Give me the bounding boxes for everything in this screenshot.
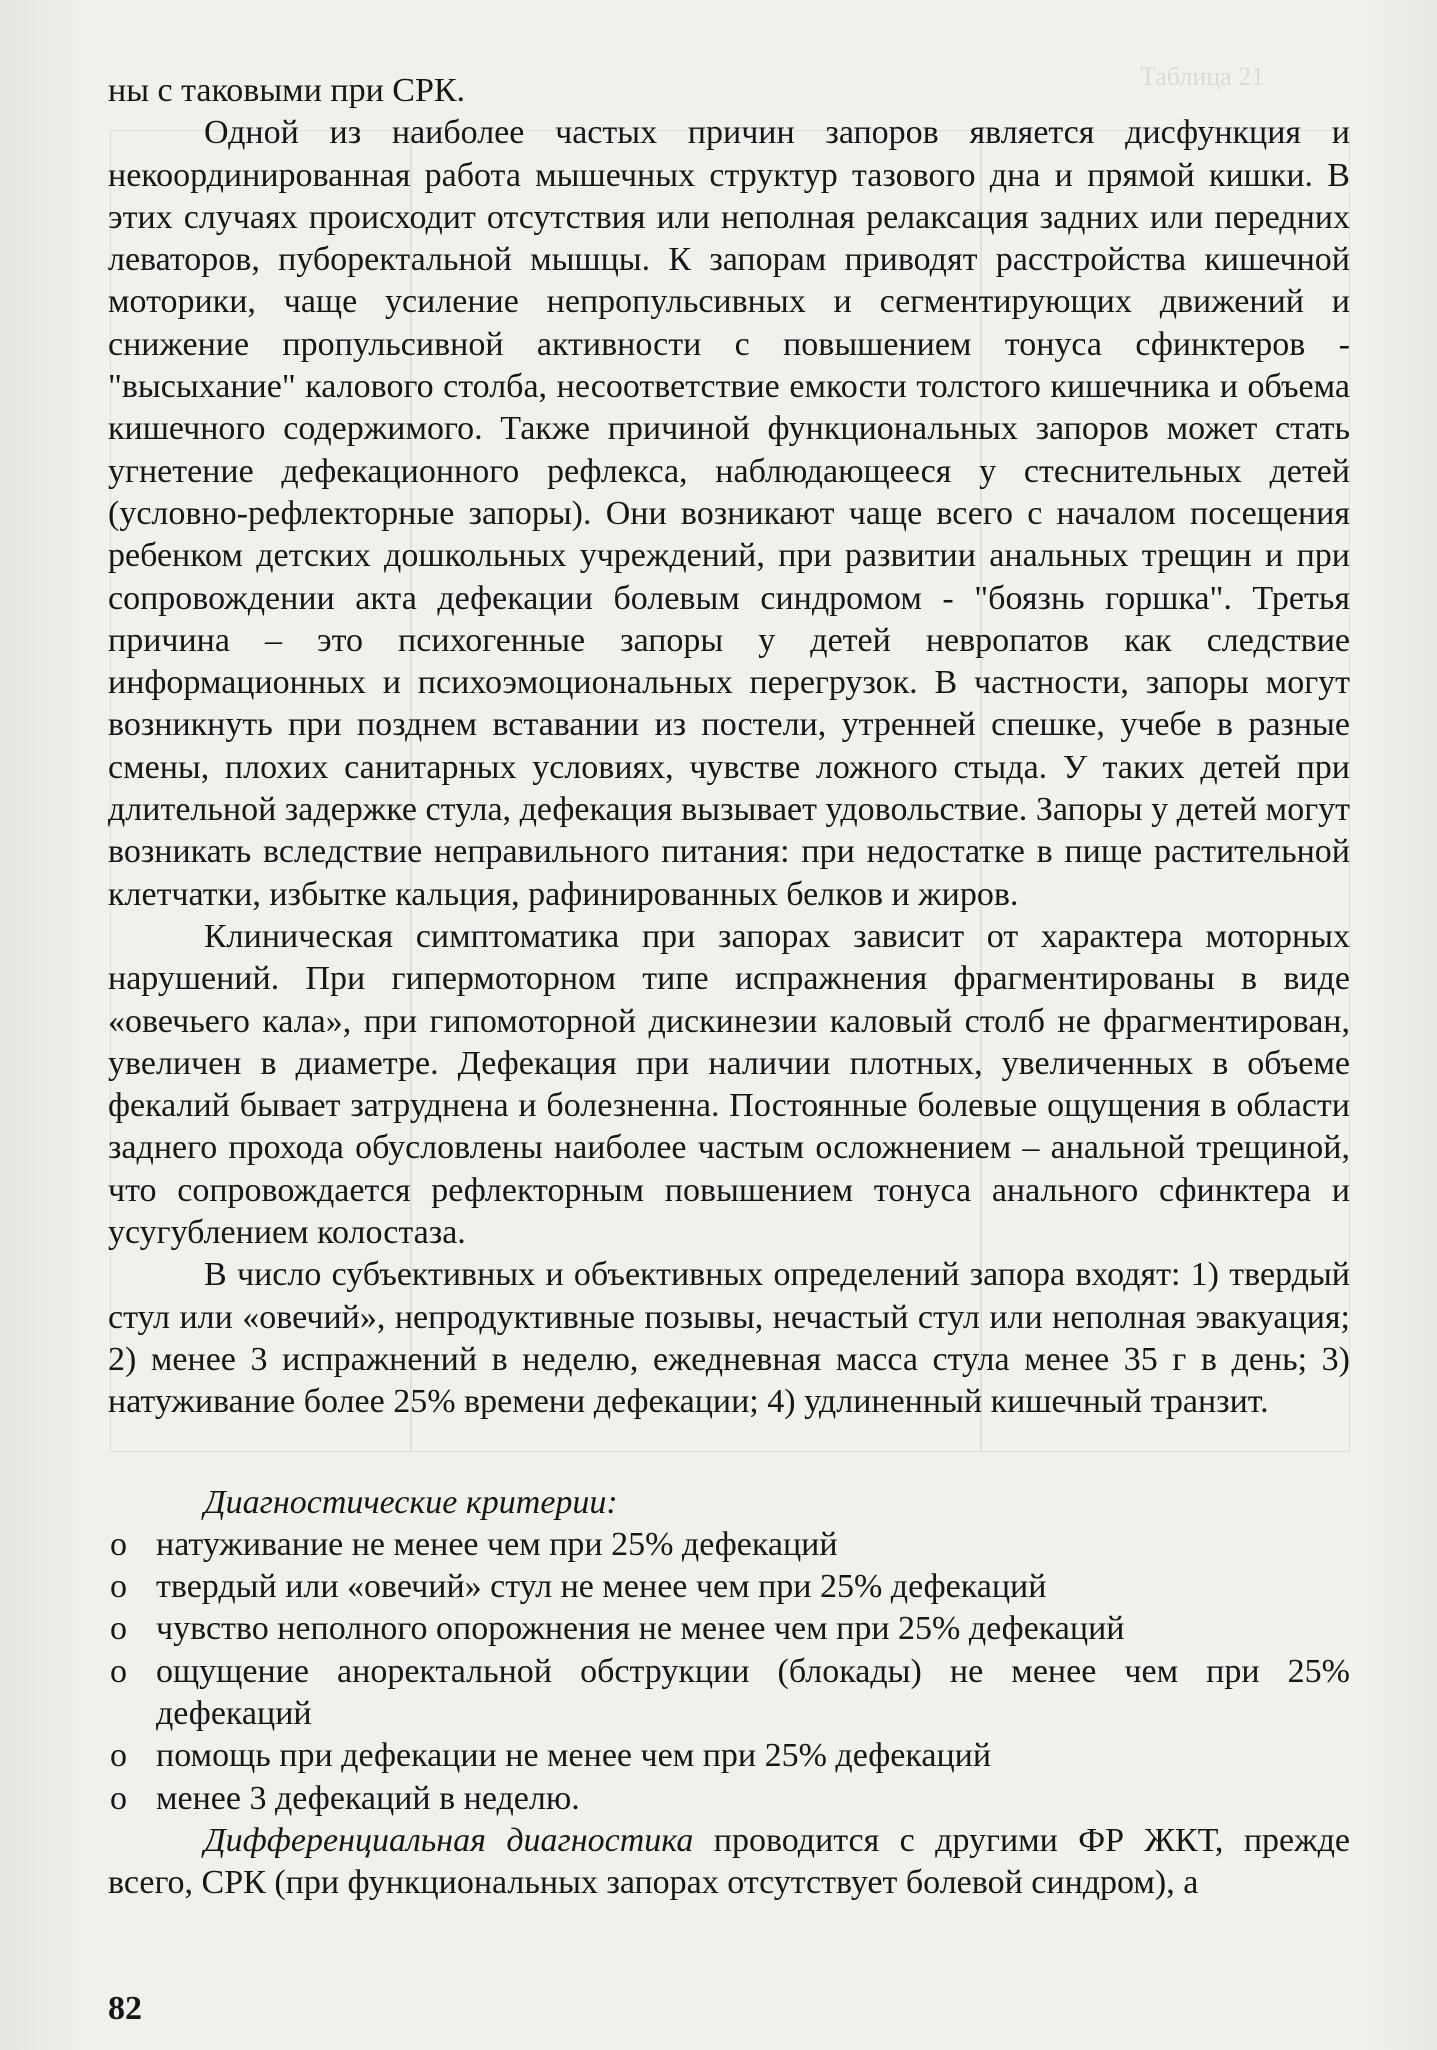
page-number: 82: [108, 1990, 142, 2027]
differential-term: Дифференциальная диагностика: [204, 1821, 694, 1859]
criteria-item: [108, 1524, 1350, 1566]
criteria-item: [108, 1778, 1350, 1820]
paragraph-differential: [108, 1820, 1350, 1905]
paragraph-continuation: ны с таковыми при СРК.: [108, 72, 466, 109]
criteria-heading: Диагностические критерии:: [204, 1483, 618, 1521]
circle-bullet-icon: o: [110, 1779, 127, 1817]
criteria-item-text: менее 3 дефекаций в неделю.: [156, 1779, 580, 1817]
criteria-item-text: ощущение аноректальной обструкции (блокады) не менее чем при 25% дефекаций: [156, 1652, 1350, 1732]
criteria-item-text: твердый или «овечий» стул не менее чем при 25% дефекаций: [156, 1568, 1047, 1606]
criteria-item: [108, 1566, 1350, 1608]
differential-text: проводится с другими ФР ЖКТ, прежде всего, СРК (при функциональных запорах отсутствует болевой синдром), а: [108, 1821, 1350, 1902]
paragraph-clinical: Клиническая симптоматика при запорах зависит от характера моторных нарушений. При гипермоторном типе испражнения фрагментированы в виде «овечьего кала», при гипомоторной дискинезии каловый столб не фрагментирован, увеличен в диаметре. Дефекация при наличии плотных, увеличенных в объеме фекалий бывает затруднена и болезненна. Постоянные болевые ощущения в области заднего прохода обусловлены наиболее частым осложнением – анальной трещиной, что сопровождается рефлекторным повышением тонуса анального сфинктера и усугублением колостаза.: [108, 917, 1350, 1252]
section-gap: [108, 1424, 1350, 1482]
bleed-through-header: Таблица 21: [1140, 62, 1265, 91]
criteria-item: [108, 1651, 1350, 1736]
circle-bullet-icon: o: [110, 1737, 127, 1775]
paragraph-causes: Одной из наиболее частых причин запоров является дисфункция и некоординированная работа мышечных структур тазового дна и прямой кишки. В этих случаях происходит отсутствия или неполная релаксация задних или передних леваторов, пуборектальной мышцы. К запорам приводят расстройства кишечной моторики, чаще усиление непропульсивных и сегментирующих движений и снижение пропульсивной активности с повышением тонуса сфинктеров - "высыхание" калового столба, несоответствие емкости толстого кишечника и объема кишечного содержимого. Также причиной функциональных запоров может стать угнетение дефекационного рефлекса, наблюдающееся у стеснительных детей (условно-рефлекторные запоры). Они возникают чаще всего с началом посещения ребенком детских дошкольных учреждений, при развитии анальных трещин и при сопровождении акта дефекации болевым синдромом - "боязнь горшка". Третья причина – это психогенные запоры у детей невропатов как следствие информационных и психоэмоциональных перегрузок. В частности, запоры могут возникнуть при позднем вставании из постели, утренней спешке, учебе в разные смены, плохих санитарных условиях, чувстве ложного стыда. У таких детей при длительной задержке стула, дефекация вызывает удовольствие. Запоры у детей могут возникать вследствие неправильного питания: при недостатке в пище растительной клетчатки, избытке кальция, рафинированных белков и жиров.: [108, 114, 1350, 913]
circle-bullet-icon: o: [110, 1568, 127, 1606]
circle-bullet-icon: o: [110, 1525, 127, 1563]
criteria-item-text: помощь при дефекации не менее чем при 25% дефекаций: [156, 1737, 992, 1775]
circle-bullet-icon: o: [110, 1610, 127, 1648]
criteria-item: [108, 1735, 1350, 1777]
page-body: [108, 70, 1350, 1904]
criteria-item-text: натуживание не менее чем при 25% дефекаций: [156, 1525, 838, 1563]
criteria-item-text: чувство неполного опорожнения не менее чем при 25% дефекаций: [156, 1610, 1125, 1648]
criteria-item: [108, 1608, 1350, 1650]
circle-bullet-icon: o: [110, 1652, 127, 1690]
paragraph-definitions: В число субъективных и объективных определений запора входят: 1) твердый стул или «овечий», непродуктивные позывы, нечастый стул или неполная эвакуация; 2) менее 3 испражнений в неделю, ежедневная масса стула менее 35 г в день; 3) натуживание более 25% времени дефекации; 4) удлиненный кишечный транзит.: [108, 1256, 1350, 1421]
criteria-list: [108, 1524, 1350, 1820]
